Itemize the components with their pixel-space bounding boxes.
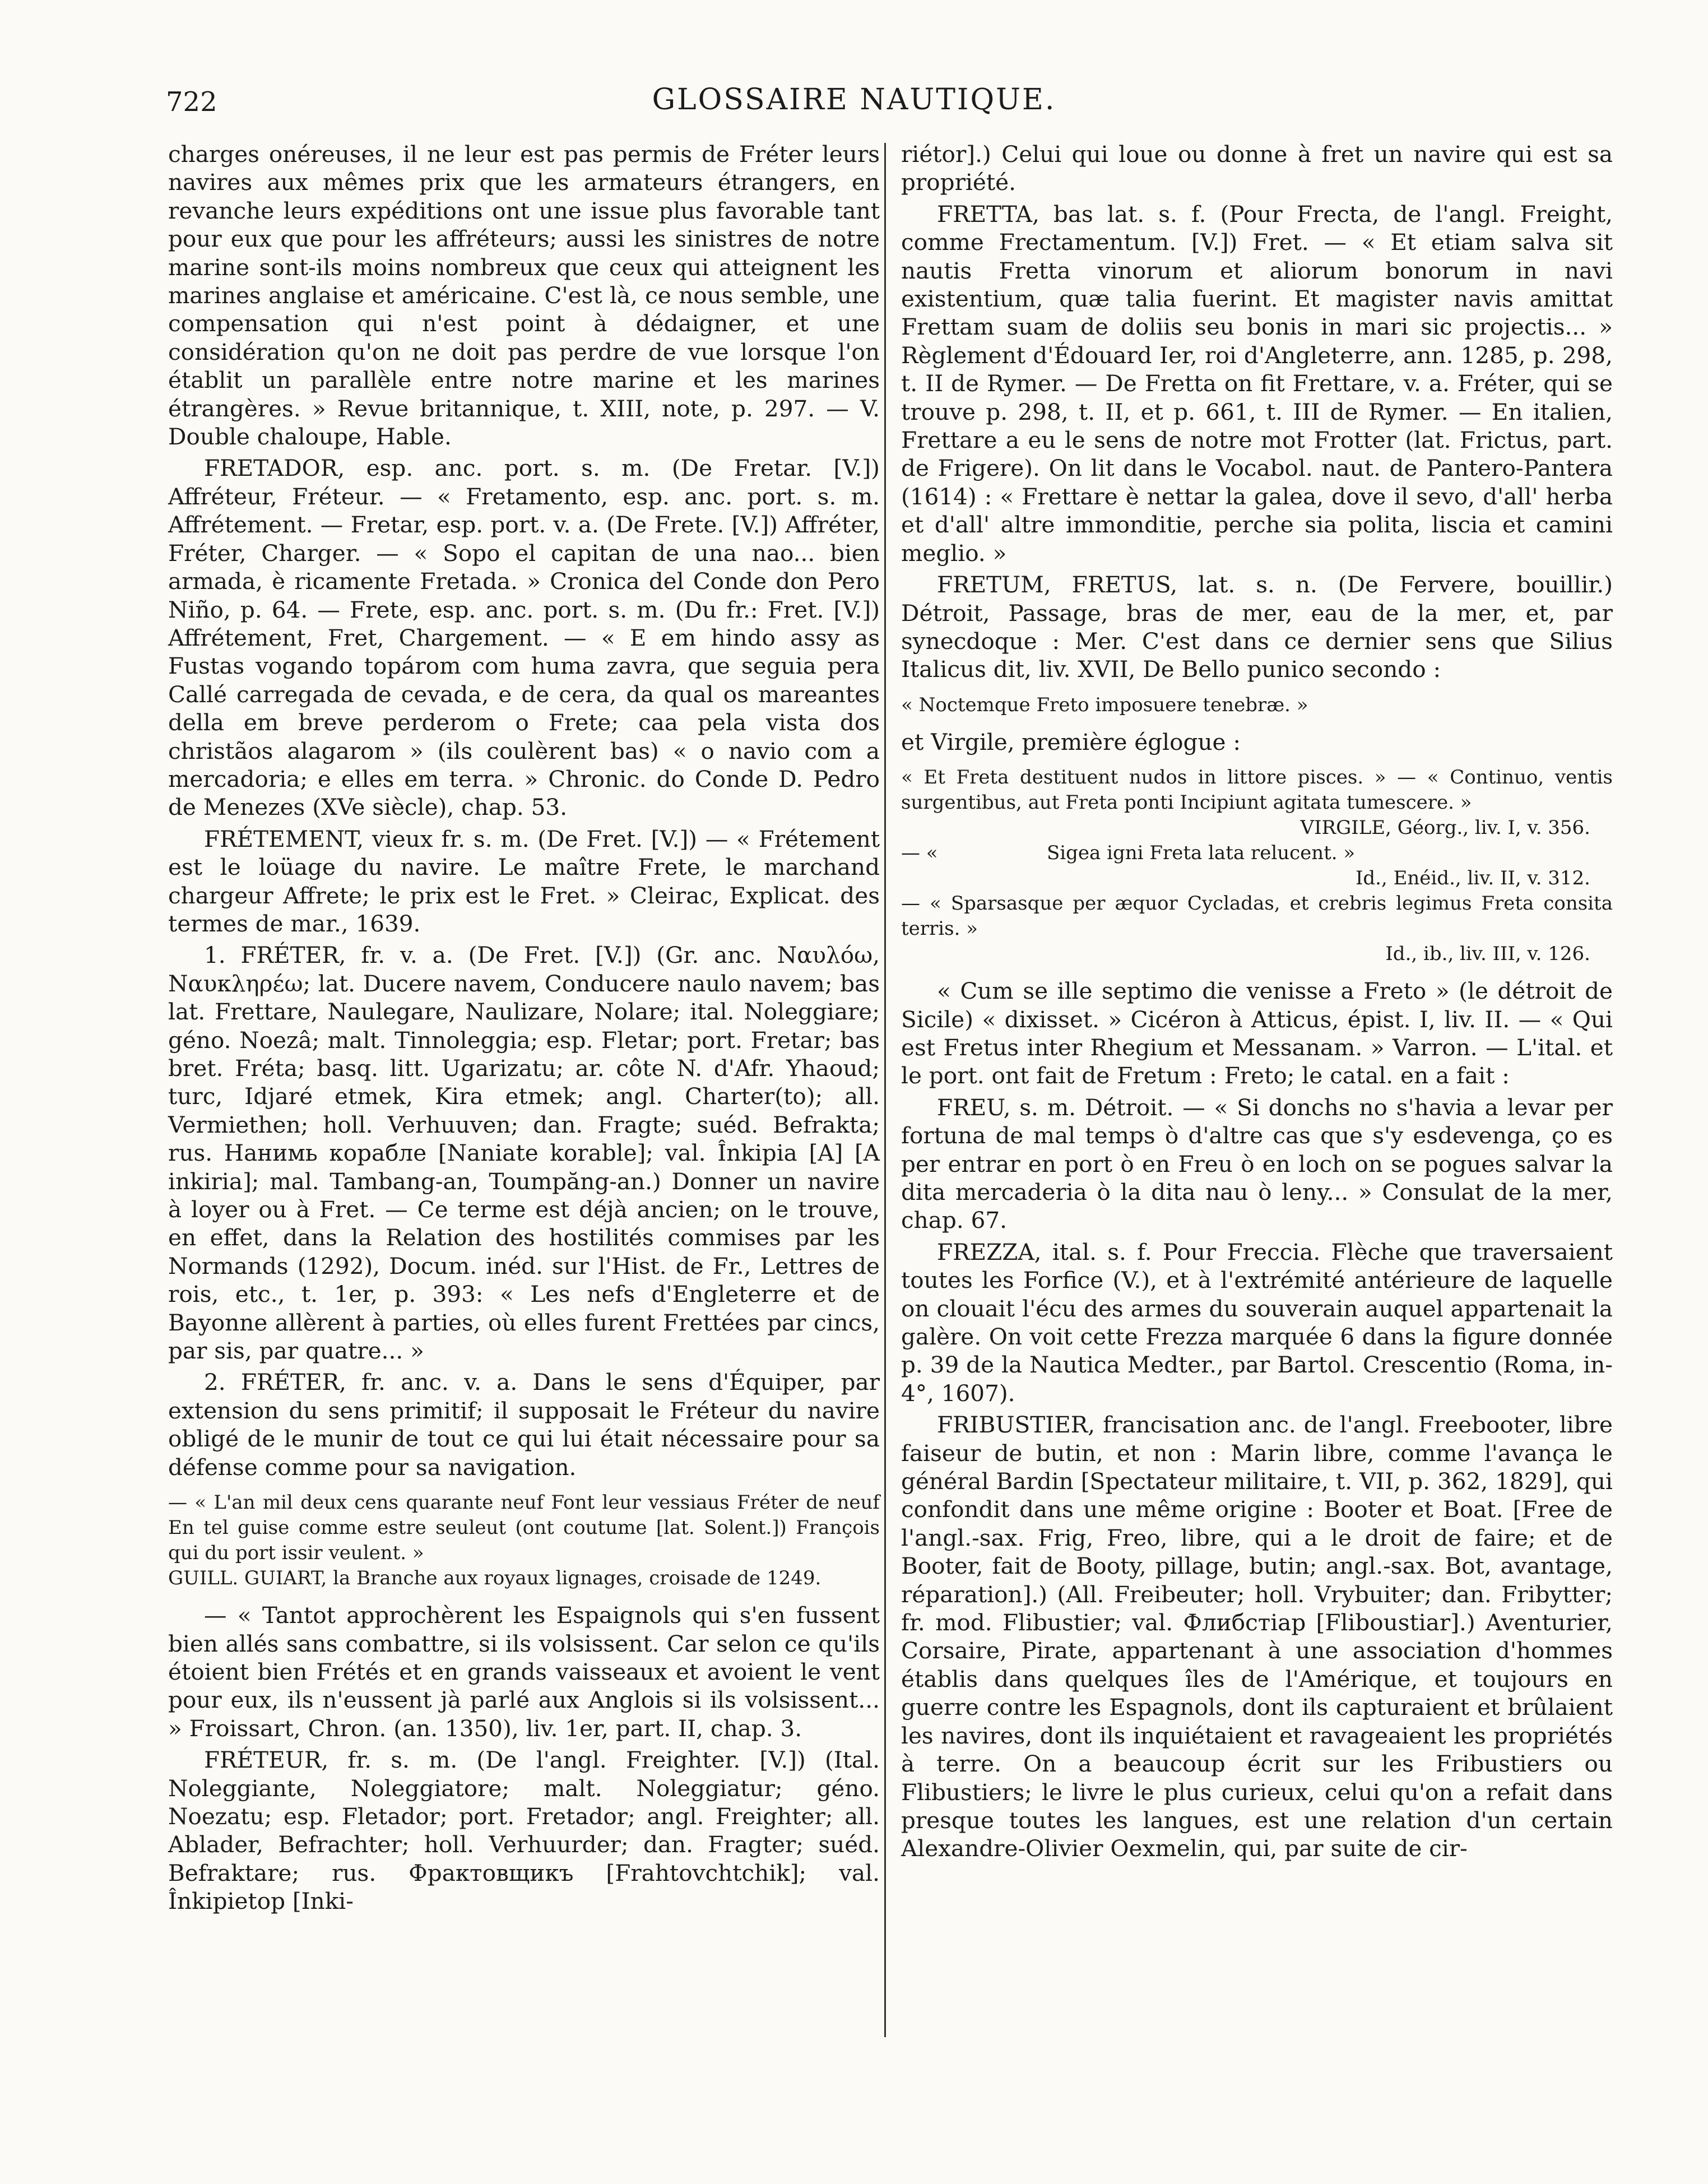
verse-source: Id., Enéid., liv. II, v. 312. [1355, 867, 1590, 890]
verse-line [901, 841, 1613, 866]
page-number: 722 [166, 86, 217, 118]
entry-freter-2: 2. FRÉTER, fr. anc. v. a. Dans le sens d'Équiper, par extension du sens primitif; il supposait le Fréteur du navire obligé de le munir de tout ce qui lui était nécessaire pour sa défense comme pour sa navigation. [168, 1369, 880, 1481]
entry-freu: FREU, s. m. Détroit. — « Si donchs no s'havia a levar per fortuna de mal temps ò d'altre cas que s'y esdevenga, ço es per entrar en port ò en Freu ò en loch on se pogues salvar la dita mercaderia ò la dita nau ò leny... » Consulat de la mer, chap. 67. [901, 1093, 1613, 1234]
verse-dash: — « [901, 842, 938, 865]
verse-source: VIRGILE, Géorg., liv. I, v. 356. [1300, 817, 1590, 840]
silius-quotation: « Noctemque Freto imposuere tenebræ. » [901, 693, 1308, 716]
entry-fretement: FRÉTEMENT, vieux fr. s. m. (De Fret. [V.]) — « Frétement est le loüage du navire. Le maître Frete, le marchand chargeur Affrete; le prix est le Fret. » Cleirac, Explicat. des termes de mar., 1639. [168, 825, 880, 937]
froissart-quotation: — « Tantot approchèrent les Espaignols qui s'en fussent bien allés sans combattre, si ils volsissent. Car selon ce qu'ils étoient bien Frétés et en grands vaisseaux et avoient le vent pour eux, ils n'eussent jà parlé aux Anglois si ils volsissent... » Froissart, Chron. (an. 1350), liv. 1er, part. II, chap. 3. [168, 1602, 880, 1742]
entry-freteur: FRÉTEUR, fr. s. m. (De l'angl. Freighter. [V.]) (Ital. Noleggiante, Noleggiatore; malt. Noleggiatur; géno. Noezatu; esp. Fletador; port. Fretador; angl. Freighter; all. Ablader, Befrachter; holl. Verhuurder; dan. Fragter; suéd. Befraktare; rus. Фрактовщикъ [Frahtovchtchik]; val. Înkipietop [Inki- [168, 1746, 880, 1915]
verse-quotation [168, 1490, 880, 1591]
entry-fretador: FRETADOR, esp. anc. port. s. m. (De Fretar. [V.]) Affréteur, Fréteur. — « Fretamento, esp. anc. port. s. m. Affrétement. — Fretar, esp. port. v. a. (De Frete. [V.]) Affréter, Fréter, Charger. — « Sopo el capitan de una nao... bien armada, è ricamente Fretada. » Cronica del Conde don Pero Niño, p. 64. — Frete, esp. anc. port. s. m. (Du fr.: Fret. [V.]) Affrétement, Fret, Chargement. — « E em hindo assy as Fustas vogando topárom com huma zavra, que seguia pera Callé carregada de cevada, e de cera, da qual os mareantes della em breve perderom o Frete; caa pela vista dos christãos alagarom » (ils coulèrent bas) « o navio com a mercadoria; e elles em terra. » Chronic. do Conde D. Pedro de Menezes (XVe siècle), chap. 53. [168, 455, 880, 821]
right-column [901, 140, 1613, 1866]
column-divider [884, 143, 886, 2037]
entry-fretum: FRETUM, FRETUS, lat. s. n. (De Fervere, bouillir.) Détroit, Passage, bras de mer, eau de la mer, et, par synecdoque : Mer. C'est dans ce dernier sens que Silius Italicus dit, liv. XVII, De Bello punico secondo : [901, 571, 1613, 683]
left-column [168, 140, 880, 1919]
running-head: GLOSSAIRE NAUTIQUE. [652, 83, 1056, 117]
verse-text: — « Sparsasque per æquor Cycladas, et crebris legimus Freta consita terris. » [901, 892, 1613, 940]
verse-text: Sigea igni Freta lata relucent. » [1047, 842, 1356, 865]
cicero-quotation: « Cum se ille septimo die venisse a Freto » (le détroit de Sicile) « dixisset. » Cicéron à Atticus, épist. I, liv. II. — « Qui est Fretus inter Rhegium et Messanam. » Varron. — L'ital. et le port. ont fait de Fretum : Freto; le catal. en a fait : [901, 977, 1613, 1089]
virgile-intro: et Virgile, première églogue : [901, 728, 1241, 755]
entry-freter-1: 1. FRÉTER, fr. v. a. (De Fret. [V.]) (Gr. anc. Ναυλόω, Ναυκληρέω; lat. Ducere navem, Conducere naulo navem; bas lat. Frettare, Naulegare, Naulizare, Nolare; ital. Noleggiare; géno. Noezâ; malt. Tinnoleggia; esp. Fletar; port. Fretar; bas bret. Fréta; basq. litt. Ugarizatu; ar. côte N. d'Afr. Yhaoud; turc, Idjaré etmek, Kira etmek; angl. Charter(to); all. Vermiethen; holl. Verhuuven; dan. Fragte; suéd. Befrakta; rus. Нанимь корабле [Naniate korable]; val. Înkipia [A] [A inkiria]; mal. Tambang-an, Toumpăng-an.) Donner un navire à loyer ou à Fret. — Ce terme est déjà ancien; on le trouve, en effet, dans la Relation des hostilités commises par les Normands (1292), Docum. inéd. sur l'Hist. de Fr., Lettres de rois, etc., t. 1er, p. 393: « Les nefs d'Engleterre et de Bayonne allèrent à parties, où elles furent Frettées par cincs, par sis, par quatre... » [168, 942, 880, 1365]
entry-frezza: FREZZA, ital. s. f. Pour Freccia. Flèche que traversaient toutes les Forfice (V.), et à l'extrémité antérieure de laquelle on clouait l'écu des armes du souverain auquel appartenait la galère. On voit cette Frezza marquée 6 dans la figure donnée p. 39 de la Nautica Medter., par Bartol. Crescentio (Roma, in-4°, 1607). [901, 1238, 1613, 1407]
right-paragraph: riétor].) Celui qui loue ou donne à fret un navire qui est sa propriété. [901, 141, 1613, 196]
left-paragraph: charges onéreuses, il ne leur est pas permis de Fréter leurs navires aux mêmes prix que les armateurs étrangers, en revanche leurs expéditions ont une issue plus favorable tant pour eux que pour les affréteurs; aussi les sinistres de notre marine sont-ils moins nombreux que ceux qui atteignent les marines anglaise et américaine. C'est là, ce nous semble, une compensation qui n'est point à dédaigner, et une considération qu'on ne doit pas perdre de vue lorsque l'on établit un parallèle entre notre marine et les marines étrangères. » Revue britannique, t. XIII, note, p. 297. — V. Double chaloupe, Hable. [168, 141, 880, 451]
verse-text: — « L'an mil deux cens quarante neuf Font leur vessiaus Fréter de neuf En tel guise comme estre seuleut (ont coutume [lat. Solent.]) François qui du port issir veulent. » [168, 1491, 880, 1565]
entry-fribustier: FRIBUSTIER, francisation anc. de l'angl. Freebooter, libre faiseur de butin, et non : Marin libre, comme l'avança le général Bardin [Spectateur militaire, t. VII, p. 362, 1829], qui confondit dans une même origine : Booter et Boat. [Free de l'angl.-sax. Frig, Freo, libre, qui a le droit de faire; et de Booter, fait de Booty, pillage, butin; angl.-sax. Bot, avantage, réparation].) (All. Freibeuter; holl. Vrybuiter; dan. Fribytter; fr. mod. Flibustier; val. Флибстiар [Fliboustiar].) Aventurier, Corsaire, Pirate, appartenant à une association d'hommes établis dans quelques îles de l'Amérique, et toujours en guerre contre les Espagnols, dont ils capturaient et brûlaient les navires, dont ils inquiétaient et ravageaient les propriétés à terre. On a beaucoup écrit sur les Fribustiers ou Flibustiers; le livre le plus curieux, celui qu'on a refait dans presque toutes les langues, est une relation d'un certain Alexandre-Olivier Oexmelin, qui, par suite de cir- [901, 1411, 1613, 1862]
page-header [0, 78, 1708, 118]
virgile-quotation [901, 765, 1613, 967]
verse-source: Id., ib., liv. III, v. 126. [1385, 943, 1590, 966]
verse-source: GUILL. GUIART, la Branche aux royaux lignages, croisade de 1249. [168, 1567, 821, 1590]
verse-text: « Et Freta destituent nudos in littore pisces. » — « Continuo, ventis surgentibus, aut Freta ponti Incipiunt agitata tumescere. » [901, 766, 1613, 814]
entry-fretta: FRETTA, bas lat. s. f. (Pour Frecta, de l'angl. Freight, comme Frectamentum. [V.]) Fret. — « Et etiam salva sit nautis Fretta vinorum et aliorum bonorum in navi existentium, quæ talia fuerint. Et magister navis amittat Frettam suam de doliis seu bonis in mari sic projectis... » Règlement d'Édouard Ier, roi d'Angleterre, ann. 1285, p. 298, t. II de Rymer. — De Fretta on fit Frettare, v. a. Fréter, qui se trouve p. 298, t. II, et p. 661, t. III de Rymer. — En italien, Frettare a eu le sens de notre mot Frotter (lat. Frictus, part. de Frigere). On lit dans le Vocabol. naut. de Pantero-Pantera (1614) : « Frettare è nettar la galea, dove il sevo, d'all' herba et d'all' altre immonditie, perche sia polita, liscia et camini meglio. » [901, 200, 1613, 567]
